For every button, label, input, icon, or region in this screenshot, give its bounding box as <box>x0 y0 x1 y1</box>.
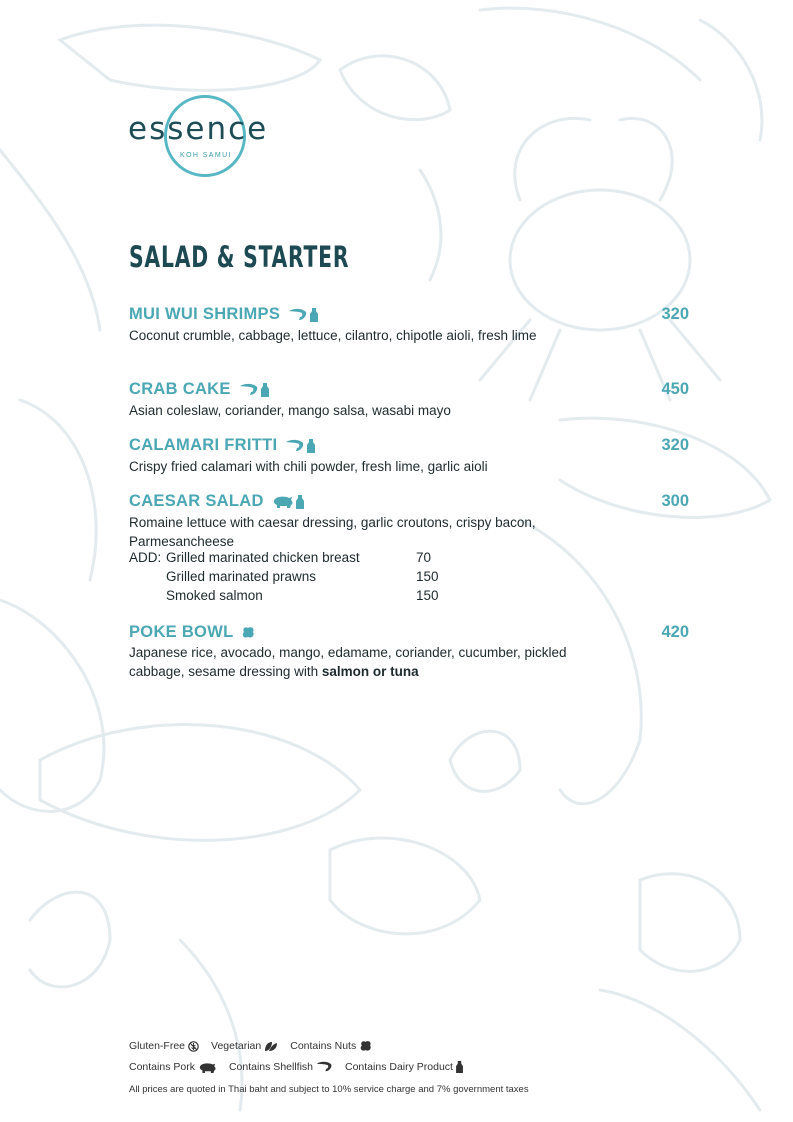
shrimp-icon <box>285 439 305 453</box>
item-price: 450 <box>661 380 689 398</box>
price-footnote: All prices are quoted in Thai baht and subject to 10% service charge and 7% government taxes <box>129 1084 529 1095</box>
add-option-price: 150 <box>416 569 439 584</box>
leaf-icon <box>264 1041 278 1052</box>
dairy-icon <box>307 439 315 453</box>
item-description: Romaine lettuce with caesar dressing, garlic croutons, crispy bacon, Parmesancheese <box>129 515 536 549</box>
legend-shellfish <box>229 1061 333 1073</box>
add-option-price: 70 <box>416 550 432 565</box>
allergen-legend-row-1 <box>129 1040 384 1052</box>
menu-item-name <box>129 492 304 511</box>
item-price: 320 <box>661 436 689 454</box>
legend-dairy <box>345 1061 463 1073</box>
add-option-price: 150 <box>416 588 439 603</box>
menu-item-name <box>129 623 255 642</box>
menu-item-name <box>129 436 315 455</box>
legend-label: Gluten-Free <box>129 1040 186 1052</box>
essence-logo <box>128 95 283 181</box>
gluten-free-icon <box>188 1041 199 1052</box>
logo-subtitle: KOH SAMUI <box>180 152 232 159</box>
section-title: SALAD & STARTER <box>129 240 350 274</box>
legend-pork <box>129 1061 217 1073</box>
item-icons <box>288 308 318 322</box>
dairy-icon <box>296 495 304 509</box>
item-description: Coconut crumble, cabbage, lettuce, cilantro, chipotle aioli, fresh lime <box>129 328 537 343</box>
item-name-text: POKE BOWL <box>129 623 234 641</box>
menu-item-name <box>129 380 269 399</box>
shrimp-icon <box>316 1061 333 1073</box>
item-description-text: Japanese rice, avocado, mango, edamame, coriander, cucumber, pickled cabbage, sesame dressing with <box>129 645 567 679</box>
item-icons <box>241 626 255 639</box>
item-price: 420 <box>661 623 689 641</box>
logo-wordmark: essence <box>128 111 269 147</box>
item-name-text: CRAB CAKE <box>129 380 231 398</box>
item-icons <box>272 495 304 509</box>
item-description-highlight: salmon or tuna <box>321 664 419 679</box>
legend-label: Contains Pork <box>129 1061 195 1073</box>
shrimp-icon <box>239 383 259 397</box>
dairy-icon <box>261 383 269 397</box>
item-description: Crispy fried calamari with chili powder, fresh lime, garlic aioli <box>129 459 488 474</box>
add-option-label: Smoked salmon <box>166 588 263 603</box>
nut-icon <box>359 1040 372 1052</box>
item-name-text: CALAMARI FRITTI <box>129 436 278 454</box>
legend-label: Contains Dairy Product <box>345 1061 453 1073</box>
pig-icon <box>272 495 294 508</box>
add-option-label: Grilled marinated chicken breast <box>166 550 360 565</box>
legend-nuts <box>290 1040 372 1052</box>
dairy-icon <box>310 308 318 322</box>
item-name-text: MUI WUI SHRIMPS <box>129 305 281 323</box>
item-price: 320 <box>661 305 689 323</box>
add-label: ADD: <box>129 550 162 565</box>
item-name-text: CAESAR SALAD <box>129 492 264 510</box>
legend-gluten-free <box>129 1040 199 1052</box>
item-icons <box>285 439 315 453</box>
shrimp-icon <box>288 308 308 322</box>
legend-vegetarian <box>211 1040 278 1052</box>
dairy-icon <box>456 1061 463 1073</box>
legend-label: Vegetarian <box>211 1040 262 1052</box>
nut-icon <box>241 626 255 639</box>
legend-label: Contains Shellfish <box>228 1061 313 1073</box>
allergen-legend-row-2 <box>129 1061 475 1073</box>
add-option-label: Grilled marinated prawns <box>166 569 317 584</box>
item-price: 300 <box>661 492 689 510</box>
menu-item-name <box>129 305 318 324</box>
pig-icon <box>198 1062 217 1073</box>
item-description: Asian coleslaw, coriander, mango salsa, wasabi mayo <box>129 403 451 418</box>
item-icons <box>239 383 269 397</box>
item-description <box>129 643 599 681</box>
legend-label: Contains Nuts <box>290 1040 357 1052</box>
